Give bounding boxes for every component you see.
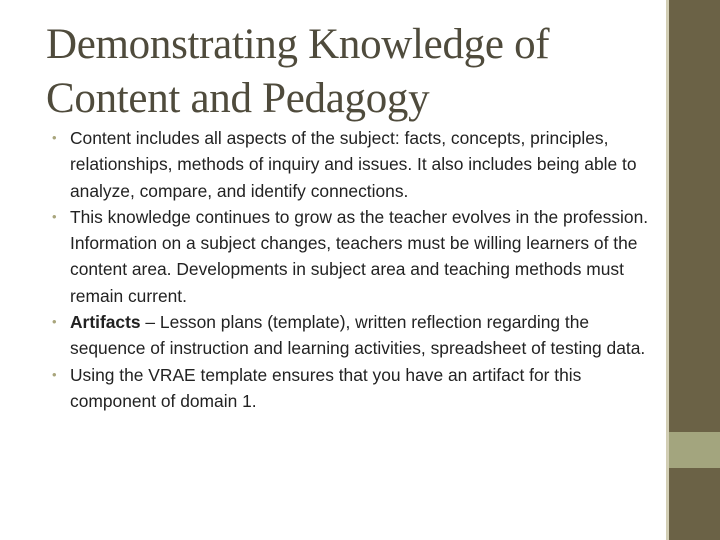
title-line-2: Content and Pedagogy [46,75,430,122]
bullet-icon: • [52,366,57,382]
slide-title [46,18,656,126]
bullet-list [52,125,652,414]
bullet-text: – Lesson plans (template), written reflection regarding the sequence of instruction and learning activities, spreadsheet of testing data. [70,312,646,359]
bullet-icon: • [52,208,57,224]
bullet-icon: • [52,130,57,145]
bullet-text: This knowledge continues to grow as the teacher evolves in the profession. Information on a subject changes, teachers must be willing learners of the content area. Developments in subject area and teaching methods must remain current. [70,206,649,306]
bullet-item [52,309,652,362]
bullet-text: Using the VRAE template ensures that you have an artifact for this component of domain 1. [70,364,582,411]
bullet-item [52,362,652,415]
bullet-bold-label: Artifacts [70,312,141,333]
bullet-item [52,125,652,204]
bullet-icon: • [52,314,57,330]
side-bar-accent [669,432,720,468]
bullet-item [52,204,652,309]
title-line-1: Demonstrating Knowledge of [46,21,550,68]
bullet-text: Content includes all aspects of the subject: facts, concepts, principles, relationships, methods of inquiry and issues. It also includes being able to analyze, compare, and identify connections. [70,128,637,201]
